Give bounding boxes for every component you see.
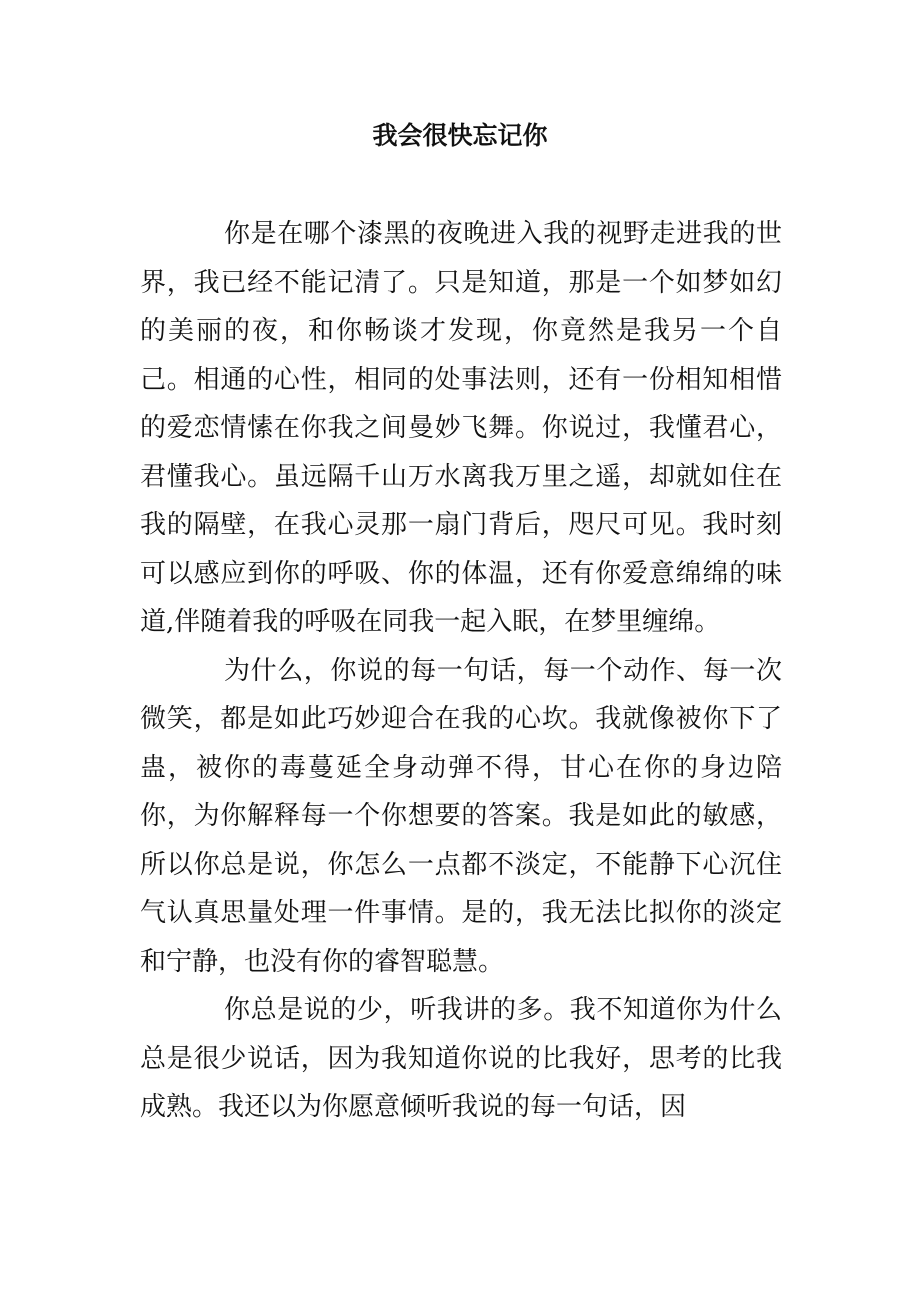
paragraph-2: 为什么，你说的每一句话，每一个动作、每一次微笑，都是如此巧妙迎合在我的心坎。我就像被你下了蛊，被你的毒蔓延全身动弹不得，甘心在你的身边陪你，为你解释每一个你想要的答案。我是如此的敏感，所以你总是说，你怎么一点都不淡定，不能静下心沉住气认真思量处理一件事情。是的，我无法比拟你的淡定和宁静，也没有你的睿智聪慧。: [140, 655, 782, 977]
document-title: 我会很快忘记你: [372, 121, 548, 150]
paragraph-1: 你是在哪个漆黑的夜晚进入我的视野走进我的世界，我已经不能记清了。只是知道，那是一个如梦如幻的美丽的夜，和你畅谈才发现，你竟然是我另一个自己。相通的心性，相同的处事法则，还有一份相知相惜的爱恋情愫在你我之间曼妙飞舞。你说过，我懂君心，君懂我心。虽远隔千山万水离我万里之遥，却就如住在我的隔壁，在我心灵那一扇门背后，咫尺可见。我时刻可以感应到你的呼吸、你的体温，还有你爱意绵绵的味道,伴随着我的呼吸在同我一起入眠，在梦里缠绵。: [140, 219, 782, 637]
document-body: [140, 210, 782, 1132]
paragraph-3: 你总是说的少，听我讲的多。我不知道你为什么总是很少说话，因为我知道你说的比我好，思考的比我成熟。我还以为你愿意倾听我说的每一句话，因: [140, 995, 782, 1122]
